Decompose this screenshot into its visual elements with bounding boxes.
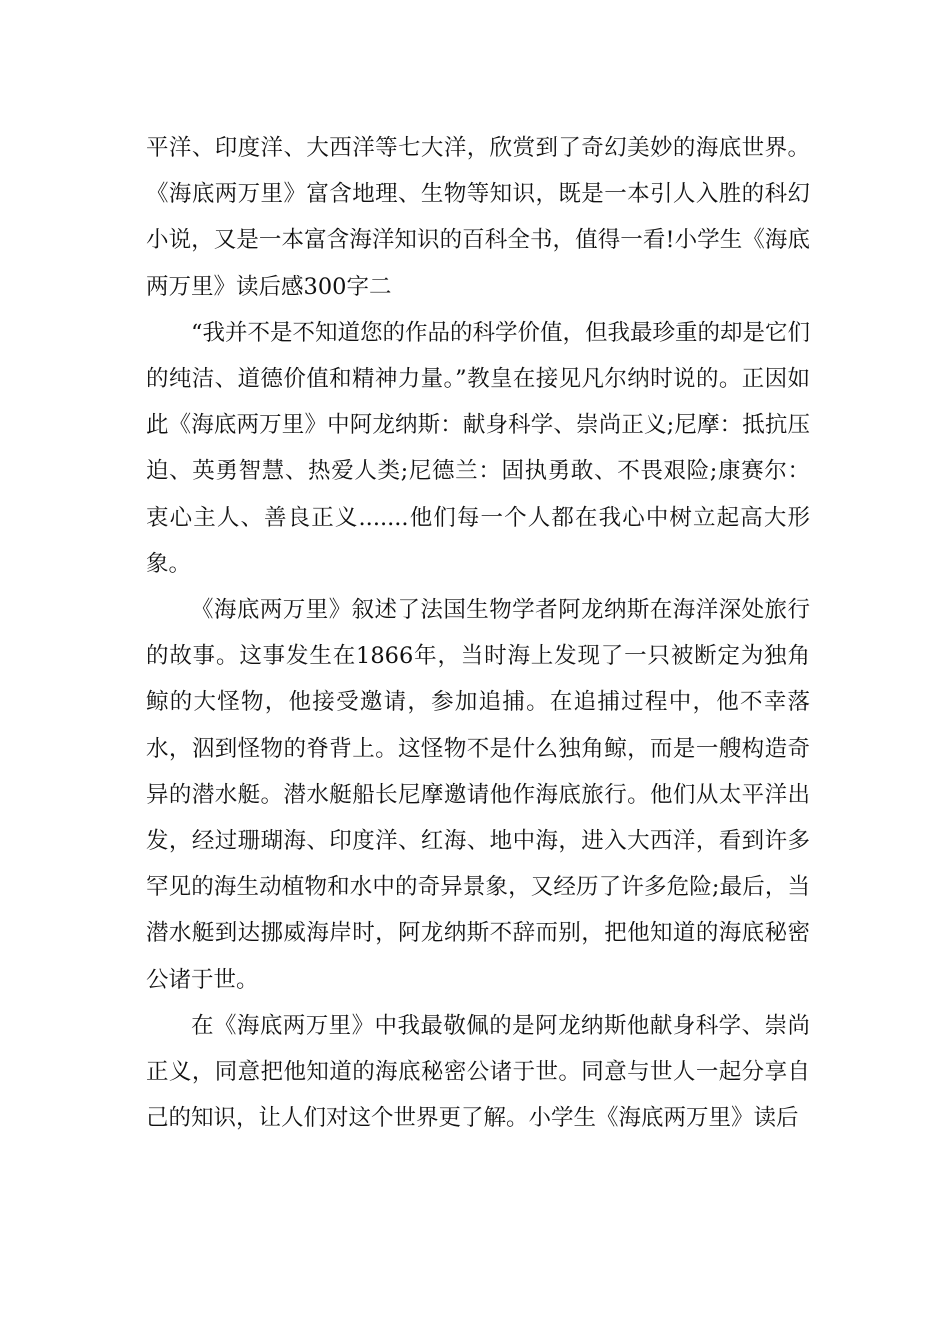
paragraph-4: 在《海底两万里》中我最敬佩的是阿龙纳斯他献身科学、崇尚正义，同意把他知道的海底秘密公诸于世。同意与世人一起分享自己的知识，让人们对这个世界更了解。小学生《海底两万里》读后: [146, 1012, 810, 1132]
paragraph-3: 《海底两万里》叙述了法国生物学者阿龙纳斯在海洋深处旅行的故事。这事发生在1866年，当时海上发现了一只被断定为独角鲸的大怪物，他接受邀请，参加追捕。在追捕过程中，他不幸落水，泅到怪物的脊背上。这怪物不是什么独角鲸，而是一艘构造奇异的潜水艇。潜水艇船长尼摩邀请他作海底旅行。他们从太平洋出发，经过珊瑚海、印度洋、红海、地中海，进入大西洋，看到许多罕见的海生动植物和水中的奇异景象，又经历了许多危险;最后，当潜水艇到达挪威海岸时，阿龙纳斯不辞而别，把他知道的海底秘密公诸于世。: [146, 597, 810, 993]
paragraph-2: “我并不是不知道您的作品的科学价值，但我最珍重的却是它们的纯洁、道德价值和精神力量。”教皇在接见凡尔纳时说的。正因如此《海底两万里》中阿龙纳斯：献身科学、崇尚正义;尼摩：抵抗压迫、英勇智慧、热爱人类;尼德兰：固执勇敢、不畏艰险;康赛尔：衷心主人、善良正义.......他们每一个人都在我心中树立起高大形象。: [146, 319, 811, 577]
paragraph-1: 平洋、印度洋、大西洋等七大洋，欣赏到了奇幻美妙的海底世界。《海底两万里》富含地理、生物等知识，既是一本引人入胜的科幻小说，又是一本富含海洋知识的百科全书，值得一看!小学生《海底两万里》读后感300字二: [146, 135, 810, 300]
body-text: [146, 125, 810, 1141]
